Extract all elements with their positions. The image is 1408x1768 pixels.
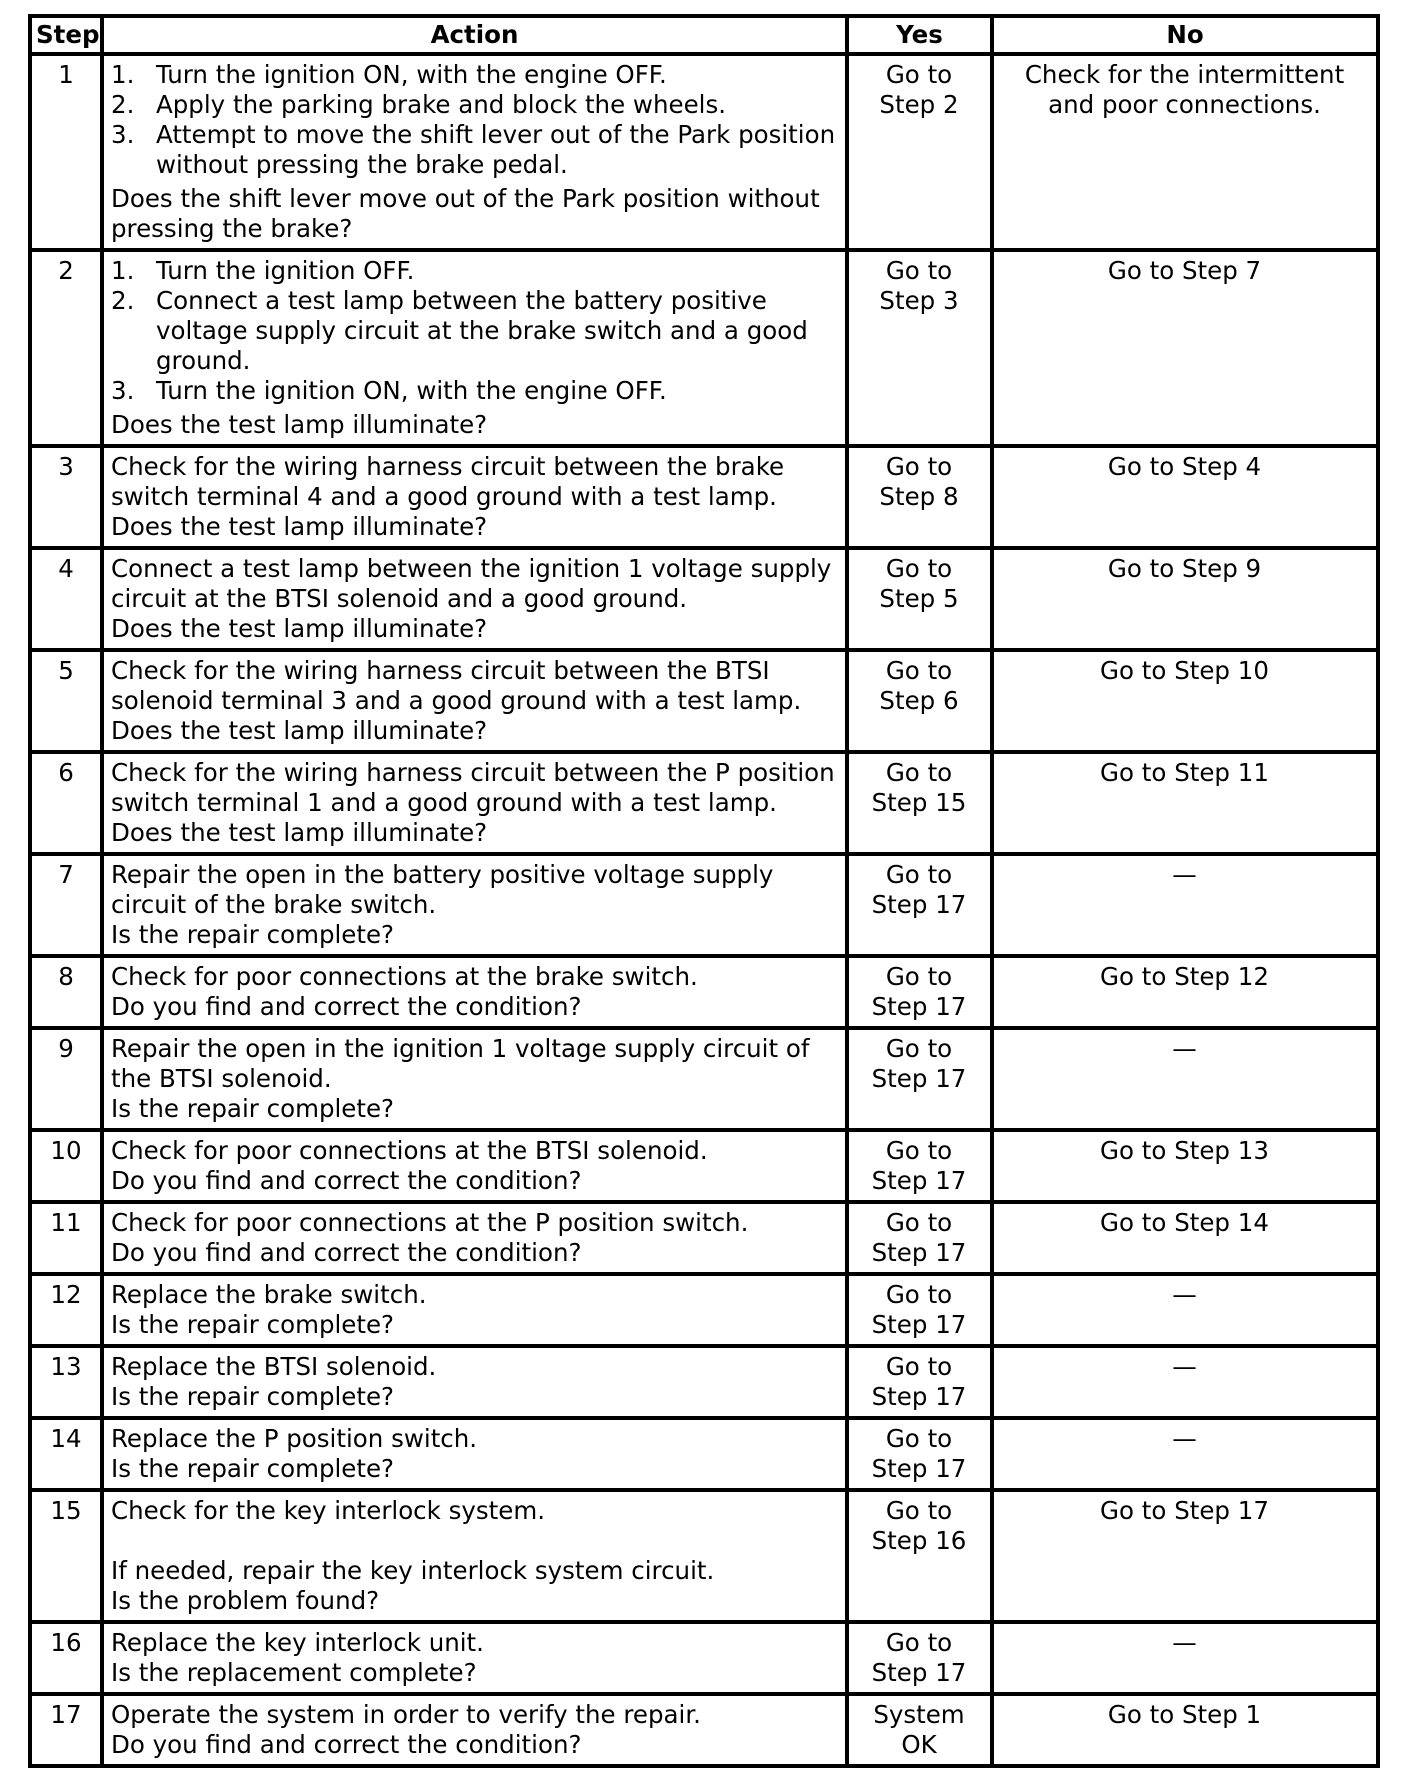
- header-row: [30, 16, 1378, 54]
- no-result: Go to Step 12: [992, 956, 1378, 1028]
- action-cell: [102, 1028, 847, 1130]
- action-step-text: Turn the ignition OFF.: [156, 256, 415, 285]
- action-cell: [102, 854, 847, 956]
- no-result: —: [992, 1418, 1378, 1490]
- no-result: Go to Step 1: [992, 1694, 1378, 1766]
- step-number: 9: [30, 1028, 102, 1130]
- no-result: Go to Step 17: [992, 1490, 1378, 1622]
- no-result: Go to Step 14: [992, 1202, 1378, 1274]
- yes-result: Go to Step 15: [847, 752, 992, 854]
- action-line: Check for poor connections at the brake switch.: [111, 962, 698, 991]
- table-row: [30, 250, 1378, 446]
- action-line: Check for the wiring harness circuit between the P position switch terminal 1 and a good ground with a test lamp.: [111, 758, 835, 817]
- action-line: Is the problem found?: [111, 1586, 380, 1615]
- action-line: Do you find and correct the condition?: [111, 992, 582, 1021]
- table-row: [30, 1622, 1378, 1694]
- no-result: —: [992, 1622, 1378, 1694]
- action-cell: [102, 1418, 847, 1490]
- action-line: Replace the brake switch.: [111, 1280, 427, 1309]
- step-number: 16: [30, 1622, 102, 1694]
- no-result: Go to Step 10: [992, 650, 1378, 752]
- step-number: 7: [30, 854, 102, 956]
- yes-result: Go to Step 16: [847, 1490, 992, 1622]
- header-no: No: [992, 16, 1378, 54]
- yes-result: Go to Step 3: [847, 250, 992, 446]
- no-result: Go to Step 4: [992, 446, 1378, 548]
- yes-result: Go to Step 17: [847, 1028, 992, 1130]
- action-step-item: [111, 120, 837, 180]
- action-step-item: [111, 90, 837, 120]
- action-line: Operate the system in order to verify the repair.: [111, 1700, 701, 1729]
- action-line: If needed, repair the key interlock system circuit.: [111, 1556, 715, 1585]
- diagnostic-table: [28, 14, 1380, 1768]
- action-question: Does the shift lever move out of the Park position without pressing the brake?: [111, 184, 820, 243]
- table-row: [30, 446, 1378, 548]
- header-action: Action: [102, 16, 847, 54]
- action-line: Do you find and correct the condition?: [111, 1238, 582, 1267]
- action-cell: [102, 250, 847, 446]
- yes-result: Go to Step 17: [847, 956, 992, 1028]
- action-question: Does the test lamp illuminate?: [111, 410, 488, 439]
- table-row: [30, 1490, 1378, 1622]
- action-cell: [102, 752, 847, 854]
- action-line: Do you find and correct the condition?: [111, 1730, 582, 1759]
- yes-result: Go to Step 17: [847, 1130, 992, 1202]
- action-cell: [102, 446, 847, 548]
- table-row: [30, 650, 1378, 752]
- action-steps-list: [111, 60, 837, 180]
- step-number: 5: [30, 650, 102, 752]
- action-step-number: 2.: [111, 90, 135, 119]
- yes-result: Go to Step 17: [847, 854, 992, 956]
- action-line: Is the replacement complete?: [111, 1658, 477, 1687]
- action-step-number: 3.: [111, 376, 135, 405]
- step-number: 14: [30, 1418, 102, 1490]
- action-step-item: [111, 376, 837, 406]
- step-number: 6: [30, 752, 102, 854]
- action-cell: [102, 1694, 847, 1766]
- table-row: [30, 1130, 1378, 1202]
- table-body: [30, 54, 1378, 1766]
- action-line: Is the repair complete?: [111, 1382, 395, 1411]
- table-row: [30, 752, 1378, 854]
- action-cell: [102, 1130, 847, 1202]
- yes-result: Go to Step 17: [847, 1274, 992, 1346]
- action-line: Replace the BTSI solenoid.: [111, 1352, 437, 1381]
- action-line: Do you find and correct the condition?: [111, 1166, 582, 1195]
- action-steps-list: [111, 256, 837, 406]
- step-number: 4: [30, 548, 102, 650]
- table-row: [30, 1346, 1378, 1418]
- table-row: [30, 54, 1378, 250]
- step-number: 10: [30, 1130, 102, 1202]
- action-cell: [102, 1490, 847, 1622]
- action-cell: [102, 956, 847, 1028]
- no-result: Go to Step 13: [992, 1130, 1378, 1202]
- action-step-text: Connect a test lamp between the battery positive voltage supply circuit at the brake switch and a good ground.: [156, 286, 808, 375]
- action-cell: [102, 548, 847, 650]
- step-number: 2: [30, 250, 102, 446]
- action-line: Connect a test lamp between the ignition 1 voltage supply circuit at the BTSI solenoid and a good ground.: [111, 554, 832, 613]
- no-result: Go to Step 9: [992, 548, 1378, 650]
- action-step-item: [111, 60, 837, 90]
- step-number: 1: [30, 54, 102, 250]
- action-step-text: Turn the ignition ON, with the engine OFF.: [156, 60, 667, 89]
- action-cell: [102, 1202, 847, 1274]
- action-line: Is the repair complete?: [111, 920, 395, 949]
- action-step-text: Apply the parking brake and block the wheels.: [156, 90, 727, 119]
- table-row: [30, 1028, 1378, 1130]
- action-line: Replace the key interlock unit.: [111, 1628, 484, 1657]
- header-yes: Yes: [847, 16, 992, 54]
- action-cell: [102, 1274, 847, 1346]
- step-number: 3: [30, 446, 102, 548]
- yes-result: Go to Step 17: [847, 1418, 992, 1490]
- table-row: [30, 1274, 1378, 1346]
- action-step-text: Attempt to move the shift lever out of the Park position without pressing the brake pedal.: [156, 120, 836, 179]
- action-cell: [102, 54, 847, 250]
- action-line: Check for poor connections at the P position switch.: [111, 1208, 749, 1237]
- no-result: —: [992, 1346, 1378, 1418]
- step-number: 13: [30, 1346, 102, 1418]
- action-step-number: 1.: [111, 256, 135, 285]
- action-line: Is the repair complete?: [111, 1310, 395, 1339]
- action-step-item: [111, 286, 837, 376]
- yes-result: Go to Step 17: [847, 1202, 992, 1274]
- yes-result: Go to Step 5: [847, 548, 992, 650]
- no-result: —: [992, 1274, 1378, 1346]
- table-row: [30, 854, 1378, 956]
- table-row: [30, 1202, 1378, 1274]
- action-line: Check for the key interlock system.: [111, 1496, 545, 1525]
- action-step-item: [111, 256, 837, 286]
- action-line: Replace the P position switch.: [111, 1424, 478, 1453]
- action-spacer: [111, 1526, 837, 1556]
- action-step-text: Turn the ignition ON, with the engine OFF.: [156, 376, 667, 405]
- yes-result: Go to Step 17: [847, 1622, 992, 1694]
- no-result: Check for the intermittent and poor connections.: [992, 54, 1378, 250]
- step-number: 11: [30, 1202, 102, 1274]
- table-row: [30, 956, 1378, 1028]
- action-line: Does the test lamp illuminate?: [111, 512, 488, 541]
- action-step-number: 3.: [111, 120, 135, 149]
- step-number: 17: [30, 1694, 102, 1766]
- action-step-number: 2.: [111, 286, 135, 315]
- action-line: Does the test lamp illuminate?: [111, 614, 488, 643]
- table-row: [30, 1418, 1378, 1490]
- action-line: Repair the open in the ignition 1 voltage supply circuit of the BTSI solenoid.: [111, 1034, 810, 1093]
- action-cell: [102, 1346, 847, 1418]
- action-line: Repair the open in the battery positive voltage supply circuit of the brake switch.: [111, 860, 774, 919]
- step-number: 8: [30, 956, 102, 1028]
- action-line: Check for the wiring harness circuit between the brake switch terminal 4 and a good ground with a test lamp.: [111, 452, 785, 511]
- no-result: —: [992, 1028, 1378, 1130]
- action-line: Is the repair complete?: [111, 1454, 395, 1483]
- action-line: Does the test lamp illuminate?: [111, 818, 488, 847]
- yes-result: Go to Step 8: [847, 446, 992, 548]
- no-result: —: [992, 854, 1378, 956]
- no-result: Go to Step 11: [992, 752, 1378, 854]
- header-step: Step: [30, 16, 102, 54]
- step-number: 15: [30, 1490, 102, 1622]
- step-number: 12: [30, 1274, 102, 1346]
- table-row: [30, 1694, 1378, 1766]
- no-result: Go to Step 7: [992, 250, 1378, 446]
- diagnostic-page: [28, 14, 1376, 1768]
- yes-result: Go to Step 6: [847, 650, 992, 752]
- action-line: Does the test lamp illuminate?: [111, 716, 488, 745]
- yes-result: Go to Step 2: [847, 54, 992, 250]
- yes-result: System OK: [847, 1694, 992, 1766]
- action-cell: [102, 650, 847, 752]
- action-line: Check for poor connections at the BTSI solenoid.: [111, 1136, 708, 1165]
- action-line: Is the repair complete?: [111, 1094, 395, 1123]
- action-step-number: 1.: [111, 60, 135, 89]
- yes-result: Go to Step 17: [847, 1346, 992, 1418]
- action-line: Check for the wiring harness circuit between the BTSI solenoid terminal 3 and a good ground with a test lamp.: [111, 656, 802, 715]
- table-row: [30, 548, 1378, 650]
- action-cell: [102, 1622, 847, 1694]
